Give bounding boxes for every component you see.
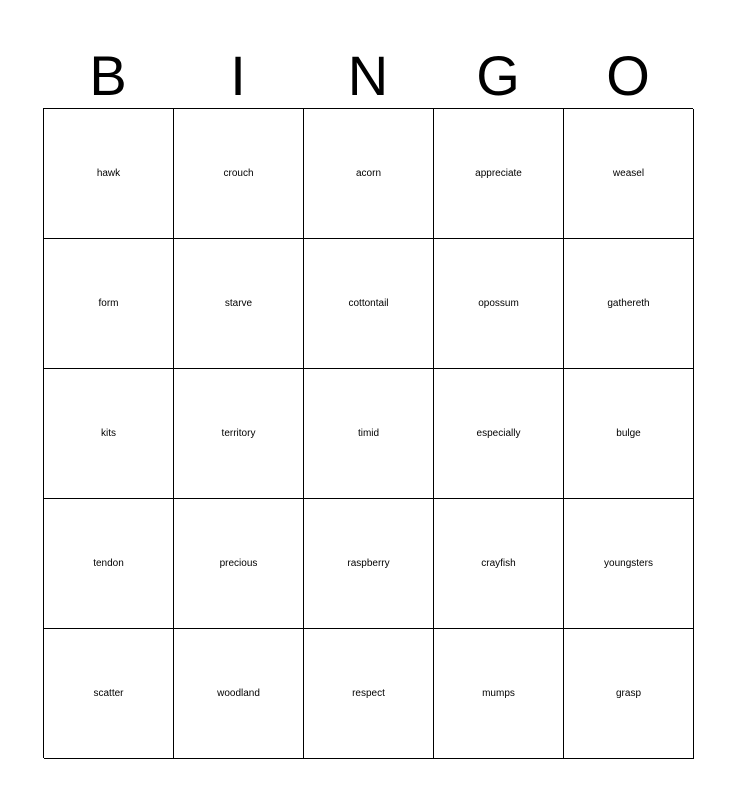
bingo-cell[interactable]: appreciate [434, 109, 564, 239]
bingo-cell[interactable]: woodland [174, 629, 304, 759]
bingo-cell[interactable]: gathereth [564, 239, 694, 369]
bingo-cell[interactable]: weasel [564, 109, 694, 239]
bingo-cell[interactable]: hawk [44, 109, 174, 239]
bingo-header [43, 40, 693, 108]
bingo-cell[interactable]: timid [304, 369, 434, 499]
bingo-cell[interactable]: grasp [564, 629, 694, 759]
header-letter-n: N [347, 44, 389, 107]
header-letter-g: G [476, 44, 520, 107]
header-letter-i: I [230, 44, 246, 107]
header-letter-o: O [606, 44, 650, 107]
bingo-cell[interactable]: scatter [44, 629, 174, 759]
bingo-cell[interactable]: youngsters [564, 499, 694, 629]
bingo-cell[interactable]: form [44, 239, 174, 369]
bingo-cell[interactable]: acorn [304, 109, 434, 239]
bingo-cell[interactable]: starve [174, 239, 304, 369]
bingo-cell[interactable]: opossum [434, 239, 564, 369]
bingo-cell[interactable]: especially [434, 369, 564, 499]
bingo-board [43, 108, 693, 758]
bingo-cell[interactable]: raspberry [304, 499, 434, 629]
header-letter-b: B [89, 44, 127, 107]
bingo-cell[interactable]: crayfish [434, 499, 564, 629]
bingo-cell[interactable]: respect [304, 629, 434, 759]
bingo-cell[interactable]: tendon [44, 499, 174, 629]
bingo-cell[interactable]: cottontail [304, 239, 434, 369]
bingo-cell[interactable]: territory [174, 369, 304, 499]
bingo-cell[interactable]: mumps [434, 629, 564, 759]
bingo-cell[interactable]: crouch [174, 109, 304, 239]
bingo-cell[interactable]: bulge [564, 369, 694, 499]
bingo-cell[interactable]: precious [174, 499, 304, 629]
bingo-cell[interactable]: kits [44, 369, 174, 499]
